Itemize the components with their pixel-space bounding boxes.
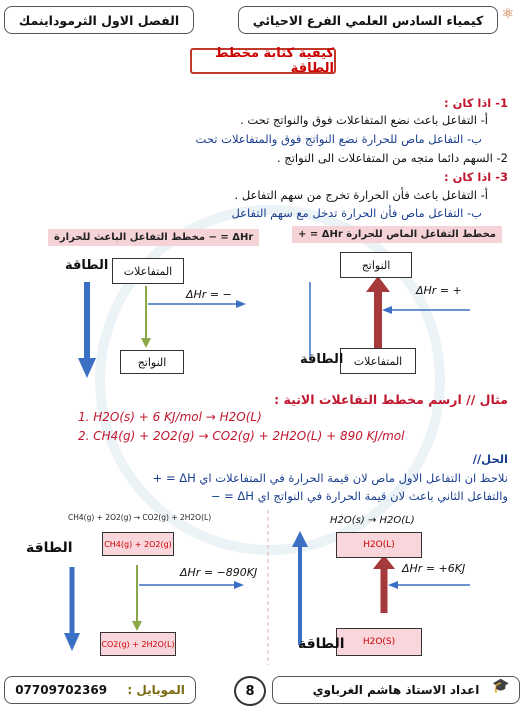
- author-name: اعداد الاستاذ هاشم الغرباوي: [312, 683, 480, 697]
- endo-energy-label: الطاقة: [300, 352, 344, 367]
- endo-reactants-box: المتفاعلات: [340, 348, 416, 374]
- solution-line-2: والتفاعل الثاني باعث لان قيمة الحرارة في النواتج اي ΔH = −: [210, 489, 508, 503]
- endo-delta-h: ΔHr = +: [416, 284, 462, 297]
- exo-delta-h: ΔHr = −: [186, 288, 232, 301]
- note3-b: ب- التفاعل ماص فأن الحرارة تدخل مع سهم التفاعل: [231, 206, 482, 220]
- endo2-energy-label: الطاقة: [298, 636, 345, 652]
- note1-a: أ- التفاعل باعث نضع المتفاعلات فوق والنواتج تحت .: [240, 113, 488, 127]
- page-title: كيفية كتابة مخطط الطاقة: [190, 48, 336, 74]
- example-equation-2: 2. CH4(g) + 2O2(g) → CO2(g) + 2H2O(L) + 890 KJ/mol: [78, 429, 405, 443]
- endo2-heat-in-arrowhead: [388, 581, 398, 589]
- mobile-box: [4, 676, 196, 704]
- exo2-products-box: CO2(g) + 2H2O(L): [100, 632, 176, 656]
- exo-energy-label: الطاقة: [65, 258, 109, 273]
- note3-a: أ- التفاعل باعث فأن الحرارة تخرج من سهم التفاعل .: [234, 188, 488, 202]
- exo2-reactants-box: CH4(g) + 2O2(g): [102, 532, 174, 556]
- exo-products-box: النواتج: [120, 350, 184, 374]
- chapter-title: الفصل الاول الثرموداينمك: [4, 6, 194, 34]
- example-heading: مثال // ارسم مخطط التفاعلات الاتية :: [274, 392, 508, 407]
- endo2-reactants-box: H2O(S): [336, 628, 422, 656]
- endo2-products-box: H2O(L): [336, 532, 422, 558]
- exo-reaction-arrowhead: [141, 338, 151, 348]
- note1-b: ب- التفاعل ماص للحرارة نضع النواتج فوق والمتفاعلات تحت: [195, 132, 482, 146]
- exo2-reaction-arrowhead: [132, 621, 142, 631]
- endo2-delta-h: ΔHr = +6KJ: [402, 562, 466, 575]
- page-header: [4, 6, 518, 36]
- endo2-equation: H2O(s) → H2O(L): [330, 515, 415, 526]
- endo-energy-arrowhead: [366, 276, 390, 292]
- exo-heat-out-arrowhead: [236, 300, 246, 308]
- exo-energy-arrowhead: [78, 358, 96, 378]
- mobile-number: 07709702369: [15, 683, 108, 697]
- example-equation-1: 1. H2O(s) + 6 KJ/mol → H2O(L): [78, 410, 262, 424]
- solution-heading: الحل//: [472, 452, 508, 466]
- page-footer: [4, 676, 518, 706]
- author-box: [272, 676, 520, 704]
- endo-products-box: النواتج: [340, 252, 412, 278]
- diagram2-arrows: [0, 505, 522, 670]
- subject-title: كيمياء السادس العلمي الفرع الاحيائي: [238, 6, 498, 34]
- note1-heading: 1- اذا كان :: [443, 96, 508, 110]
- page-number: 8: [234, 676, 266, 706]
- mobile-label: الموبايل :: [127, 683, 185, 697]
- endo-heat-in-arrowhead: [382, 306, 392, 314]
- note3-heading: 3- اذا كان :: [443, 170, 508, 184]
- endo2-side-arrowhead: [292, 531, 308, 547]
- exo-reactants-box: المتفاعلات: [112, 258, 184, 284]
- exo-diagram-label: ΔHr = − مخطط التفاعل الباعث للحرارة: [48, 229, 259, 246]
- exo2-energy-label: الطاقة: [26, 540, 73, 556]
- exo2-energy-arrowhead: [64, 633, 80, 651]
- exo2-equation: CH4(g) + 2O2(g) → CO2(g) + 2H2O(L): [68, 513, 212, 522]
- atom-icon: ⚛: [501, 6, 515, 22]
- solution-line-1: نلاحظ ان التفاعل الاول ماص لان قيمة الحرارة في المتفاعلات اي ΔH = +: [152, 471, 508, 485]
- endo-diagram-label: مخطط التفاعل الماص للحرارة ΔHr = +: [292, 226, 502, 243]
- exo2-delta-h: ΔHr = −890KJ: [180, 566, 258, 579]
- note2: 2- السهم دائما متجه من المتفاعلات الى النواتج .: [277, 151, 508, 165]
- graduation-cap-icon: 🎓: [492, 678, 510, 694]
- exo2-heat-out-arrowhead: [234, 581, 244, 589]
